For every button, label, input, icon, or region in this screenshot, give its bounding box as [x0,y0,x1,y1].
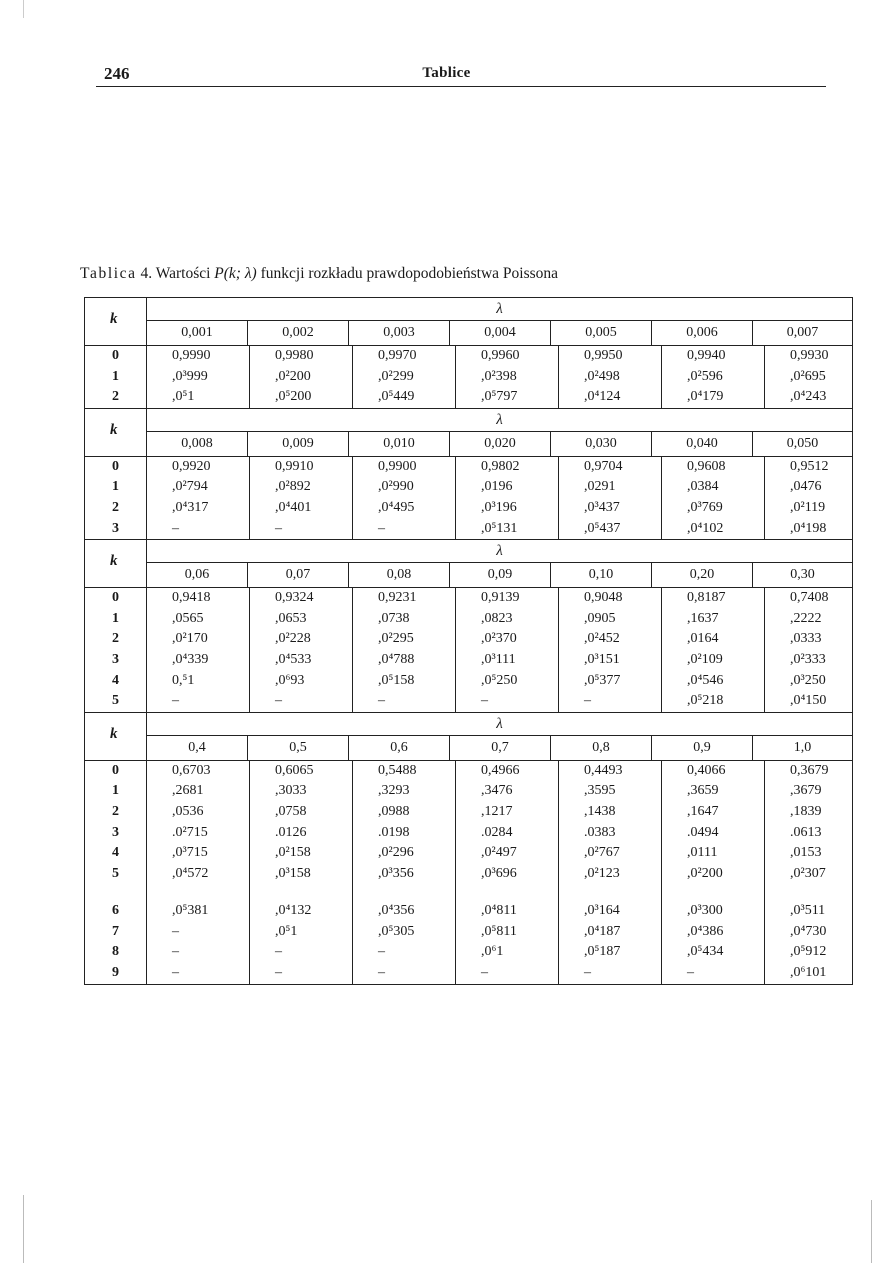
lambda-value: 0,008 [147,432,248,456]
probability-value: ,0⁵381 [172,903,209,919]
value-column [559,346,662,408]
probability-value: ,0333 [790,631,822,647]
lambda-header-label: λ [496,411,503,428]
value-column [765,346,866,408]
probability-value: ,0536 [172,803,204,819]
probability-value: .0²715 [172,824,208,840]
probability-value: ,0565 [172,610,204,626]
lambda-values-row [147,321,852,345]
k-value: 2 [112,631,119,647]
value-column [147,457,250,539]
probability-value: ,0⁵187 [584,944,621,960]
probability-value: 0,6703 [172,762,211,778]
table-caption [80,265,558,283]
probability-value: ,0³999 [172,368,208,384]
probability-value: – [172,693,179,709]
probability-value: ,1637 [687,610,719,626]
probability-value: – [275,944,282,960]
probability-value: ,0²119 [790,499,826,515]
probability-value: – [275,520,282,536]
probability-value: 0,5488 [378,762,417,778]
value-column [662,346,765,408]
probability-value: ,0²307 [790,865,826,881]
lambda-value: 0,003 [349,321,450,345]
probability-value: ,0476 [790,479,822,495]
probability-value: ,3679 [790,783,822,799]
probability-value: ,0⁵158 [378,672,415,688]
value-column [559,457,662,539]
probability-value: ,0⁴356 [378,903,415,919]
probability-value: 0,9048 [584,590,623,606]
block-header [85,297,852,346]
probability-value: ,0⁴572 [172,865,209,881]
caption-rest: funkcji rozkładu prawdopodobieństwa Poissona [260,265,559,282]
probability-value: ,0⁴546 [687,672,724,688]
caption-math: P(k; λ) [214,265,257,282]
row-gap [250,884,352,901]
probability-value: ,0905 [584,610,616,626]
k-value: 7 [112,923,119,939]
probability-value: ,0²892 [275,479,311,495]
probability-value: ,0²767 [584,845,620,861]
probability-value: – [481,693,488,709]
probability-value: ,0⁴317 [172,499,209,515]
value-column [559,761,662,984]
lambda-value: 0,8 [551,736,652,760]
probability-value: 0,9990 [172,348,211,363]
k-header-cell [85,298,147,345]
probability-value: ,0³437 [584,499,620,515]
probability-value: ,0²452 [584,631,620,647]
block-body [85,761,852,984]
k-value: 2 [112,803,119,819]
probability-value: ,0²158 [275,845,311,861]
lambda-value: 0,006 [652,321,753,345]
probability-value: .0383 [584,824,616,840]
k-value: 4 [112,845,119,861]
lambda-value: 0,06 [147,563,248,587]
k-header-cell [85,713,147,760]
caption-lead: Wartości [155,265,211,282]
scan-edge [871,1200,872,1263]
probability-value: .0198 [378,824,410,840]
probability-value: ,0³151 [584,651,620,667]
k-value: 4 [112,672,119,688]
probability-value: ,0⁶101 [790,965,827,981]
block-body [85,346,852,408]
probability-value: ,0823 [481,610,513,626]
lambda-value: 0,005 [551,321,652,345]
probability-value: – [172,520,179,536]
value-column [765,588,866,712]
probability-value: 0,6065 [275,762,314,778]
k-column [85,588,147,712]
probability-value: ,0⁵912 [790,944,827,960]
probability-value: ,0⁵218 [687,693,724,709]
lambda-value: 0,30 [790,567,815,583]
probability-value: ,0²497 [481,845,517,861]
k-value: 3 [112,520,119,536]
k-value: 8 [112,944,119,960]
value-column [456,588,559,712]
running-title: Tablice [422,65,471,81]
lambda-header-label: λ [496,301,503,317]
probability-value: 0,9940 [687,348,726,363]
lambda-value: 0,010 [349,432,450,456]
probability-value: ,0⁵250 [481,672,518,688]
value-column [353,346,456,408]
value-column [353,457,456,539]
probability-value: ,0⁴102 [687,520,724,536]
probability-value: ,0²498 [584,368,620,384]
probability-value: ,0988 [378,803,410,819]
probability-value: ,0⁴401 [275,499,312,515]
probability-value: ,0³250 [790,672,826,688]
table-block [85,408,852,539]
probability-value: ,0164 [687,631,719,647]
probability-value: ,0³196 [481,499,517,515]
k-value: 1 [112,479,119,495]
probability-value: – [584,693,591,709]
probability-value: ,2222 [790,610,822,626]
probability-value: 0,9608 [687,458,726,474]
probability-value: ,0²200 [275,368,311,384]
probability-value: ,0196 [481,479,513,495]
probability-value: 0,9324 [275,590,314,606]
row-gap [765,884,866,901]
probability-value: ,0²200 [687,865,723,881]
probability-value: ,0²794 [172,479,208,495]
probability-value: .0284 [481,824,513,840]
value-column [147,588,250,712]
probability-value: – [378,520,385,536]
probability-value: ,1647 [687,803,719,819]
lambda-value: 0,030 [551,432,652,456]
row-gap [147,884,249,901]
scan-edge [23,1195,24,1263]
k-value: 3 [112,651,119,667]
k-column [85,346,147,408]
lambda-value: 0,020 [450,432,551,456]
probability-value: 0,⁵1 [172,672,195,688]
probability-value: ,0²123 [584,865,620,881]
k-value: 9 [112,965,119,981]
lambda-values-row [147,736,852,760]
caption-number: 4. [140,265,153,282]
probability-value: 0,3679 [790,762,829,778]
k-header-cell [85,409,147,456]
probability-value: – [584,965,591,981]
probability-value: ,0⁵1 [172,389,195,405]
probability-value: ,0⁶1 [481,944,504,960]
k-column [85,761,147,984]
probability-value: ,0⁴788 [378,651,415,667]
k-column [85,457,147,539]
probability-value: ,0653 [275,610,307,626]
probability-value: .0494 [687,824,719,840]
lambda-value: 0,4 [147,736,248,760]
k-header-label: k [110,725,118,742]
probability-value: ,0⁵811 [481,923,517,939]
probability-value: ,3476 [481,783,513,799]
k-value: 1 [112,368,119,384]
caption-prefix: Tablica [80,265,137,282]
probability-value: ,0384 [687,479,719,495]
value-column [456,457,559,539]
probability-value: ,2681 [172,783,204,799]
probability-value: – [378,693,385,709]
probability-value: ,0153 [790,845,822,861]
k-value: 2 [112,499,119,515]
k-header-label: k [110,553,118,570]
probability-value: ,0⁴150 [790,693,827,709]
probability-value: – [378,944,385,960]
probability-value: ,0²295 [378,631,414,647]
lambda-value: 0,050 [786,435,819,451]
probability-value: ,0³356 [378,865,414,881]
probability-value: ,0⁴243 [790,389,827,405]
probability-value: 0,9231 [378,590,417,606]
probability-value: ,0²109 [687,651,723,667]
probability-value: ,3293 [378,783,410,799]
probability-value: ,0³696 [481,865,517,881]
probability-value: 0,9802 [481,458,520,474]
value-column [250,457,353,539]
probability-value: – [172,965,179,981]
probability-value: 0,9930 [790,348,829,363]
row-gap [662,884,764,901]
probability-value: ,0²596 [687,368,723,384]
block-header [85,408,852,457]
probability-value: ,0²333 [790,651,826,667]
probability-value: ,0⁵131 [481,520,518,536]
table-block [85,539,852,712]
probability-value: – [378,965,385,981]
probability-value: ,0111 [687,845,718,861]
page-number: 246 [104,64,130,83]
block-header [85,539,852,588]
probability-value: 0,4966 [481,762,520,778]
probability-value: – [275,965,282,981]
probability-value: ,0³300 [687,903,723,919]
lambda-value: 0,001 [147,321,248,345]
scan-edge [23,0,24,18]
probability-value: ,0⁴811 [481,903,517,919]
row-gap [559,884,661,901]
probability-value: ,0⁵434 [687,944,724,960]
block-body [85,588,852,712]
probability-value: ,0⁴339 [172,651,209,667]
probability-value: 0,4066 [687,762,726,778]
value-column [662,457,765,539]
probability-value: 0,4493 [584,762,623,778]
probability-value: .0613 [790,824,822,840]
lambda-value: 0,07 [248,563,349,587]
probability-value: ,0⁴533 [275,651,312,667]
probability-value: ,3033 [275,783,307,799]
lambda-value: 0,007 [786,325,819,340]
k-header-cell [85,540,147,587]
row-gap [85,884,146,901]
probability-value: ,0⁵377 [584,672,621,688]
lambda-values-row [147,563,852,587]
k-value: 3 [112,824,119,840]
lambda-value: 0,7 [450,736,551,760]
probability-value: 0,9900 [378,458,417,474]
probability-value: 0,9970 [378,348,417,363]
probability-value: .0126 [275,824,307,840]
k-value: 2 [112,389,119,405]
probability-value: 0,9704 [584,458,623,474]
probability-value: 0,9512 [790,458,829,474]
probability-value: 0,9980 [275,348,314,363]
probability-value: ,0²170 [172,631,208,647]
probability-value: ,0²398 [481,368,517,384]
k-value: 6 [112,903,119,919]
k-header-label: k [110,421,118,438]
k-value: 0 [112,348,119,363]
probability-value: ,0³158 [275,865,311,881]
value-column [147,346,250,408]
value-column [765,761,866,984]
value-column [456,761,559,984]
probability-value: ,0³715 [172,845,208,861]
lambda-value: 0,09 [450,563,551,587]
probability-value: ,0⁵305 [378,923,415,939]
value-column [353,761,456,984]
probability-value: ,0291 [584,479,616,495]
value-column [456,346,559,408]
lambda-value: 0,004 [450,321,551,345]
k-header-label: k [110,311,118,327]
probability-value: 0,7408 [790,590,829,606]
probability-value: ,1217 [481,803,513,819]
probability-value: ,0⁴386 [687,923,724,939]
probability-value: ,0⁴198 [790,520,827,536]
probability-value: ,0⁴187 [584,923,621,939]
probability-value: 0,8187 [687,590,726,606]
value-column [250,761,353,984]
probability-value: 0,9418 [172,590,211,606]
block-body [85,457,852,539]
probability-value: ,0⁴132 [275,903,312,919]
lambda-value: 0,009 [248,432,349,456]
probability-value: ,0²370 [481,631,517,647]
probability-value: ,0⁴124 [584,389,621,405]
k-value: 1 [112,783,119,799]
lambda-header-label: λ [496,543,503,560]
lambda-header-label: λ [496,715,503,732]
lambda-value: 1,0 [793,739,812,755]
probability-value: ,0⁵200 [275,389,312,405]
probability-value: ,0758 [275,803,307,819]
probability-value: 0,9910 [275,458,314,474]
value-column [662,761,765,984]
block-header [85,712,852,761]
probability-value: 0,9950 [584,348,623,363]
probability-value: – [275,693,282,709]
k-value: 5 [112,865,119,881]
probability-value: ,0⁴730 [790,923,827,939]
lambda-values-row [147,432,852,456]
lambda-value: 0,040 [652,432,753,456]
value-column [250,346,353,408]
lambda-value: 0,10 [551,563,652,587]
value-column [765,457,866,539]
value-column [250,588,353,712]
probability-value: ,3595 [584,783,616,799]
probability-value: ,0³111 [481,651,516,667]
value-column [353,588,456,712]
probability-value: – [481,965,488,981]
lambda-value: 0,002 [248,321,349,345]
probability-value: ,1438 [584,803,616,819]
lambda-value: 0,08 [349,563,450,587]
k-value: 0 [112,590,119,606]
lambda-value: 0,6 [349,736,450,760]
probability-value: ,0²695 [790,368,826,384]
probability-value: – [172,923,179,939]
probability-value: ,0³769 [687,499,723,515]
probability-value: ,0⁵449 [378,389,415,405]
probability-value: ,0⁴495 [378,499,415,515]
k-value: 5 [112,693,119,709]
probability-value: ,0⁶93 [275,672,305,688]
probability-value: 0,9920 [172,458,211,474]
row-gap [456,884,558,901]
probability-value: – [172,944,179,960]
probability-value: ,0³511 [790,903,826,919]
probability-value: 0,9960 [481,348,520,363]
probability-value: ,0²990 [378,479,414,495]
k-value: 1 [112,610,119,626]
probability-value: ,0⁵437 [584,520,621,536]
table-block [85,712,852,984]
lambda-value: 0,5 [248,736,349,760]
probability-value: ,0²296 [378,845,414,861]
probability-value: ,0⁵1 [275,923,298,939]
header-rule [96,86,826,87]
probability-value: ,0³164 [584,903,620,919]
probability-value: – [687,965,694,981]
row-gap [353,884,455,901]
value-column [147,761,250,984]
poisson-table [84,297,853,985]
probability-value: 0,9139 [481,590,520,606]
lambda-value: 0,9 [652,736,753,760]
probability-value: ,0738 [378,610,410,626]
table-block [85,297,852,408]
value-column [559,588,662,712]
k-value: 0 [112,762,119,778]
k-value: 0 [112,458,119,474]
probability-value: ,0²299 [378,368,414,384]
probability-value: ,3659 [687,783,719,799]
probability-value: ,1839 [790,803,822,819]
probability-value: ,0²228 [275,631,311,647]
probability-value: ,0⁵797 [481,389,518,405]
lambda-value: 0,20 [652,563,753,587]
value-column [662,588,765,712]
probability-value: ,0⁴179 [687,389,724,405]
